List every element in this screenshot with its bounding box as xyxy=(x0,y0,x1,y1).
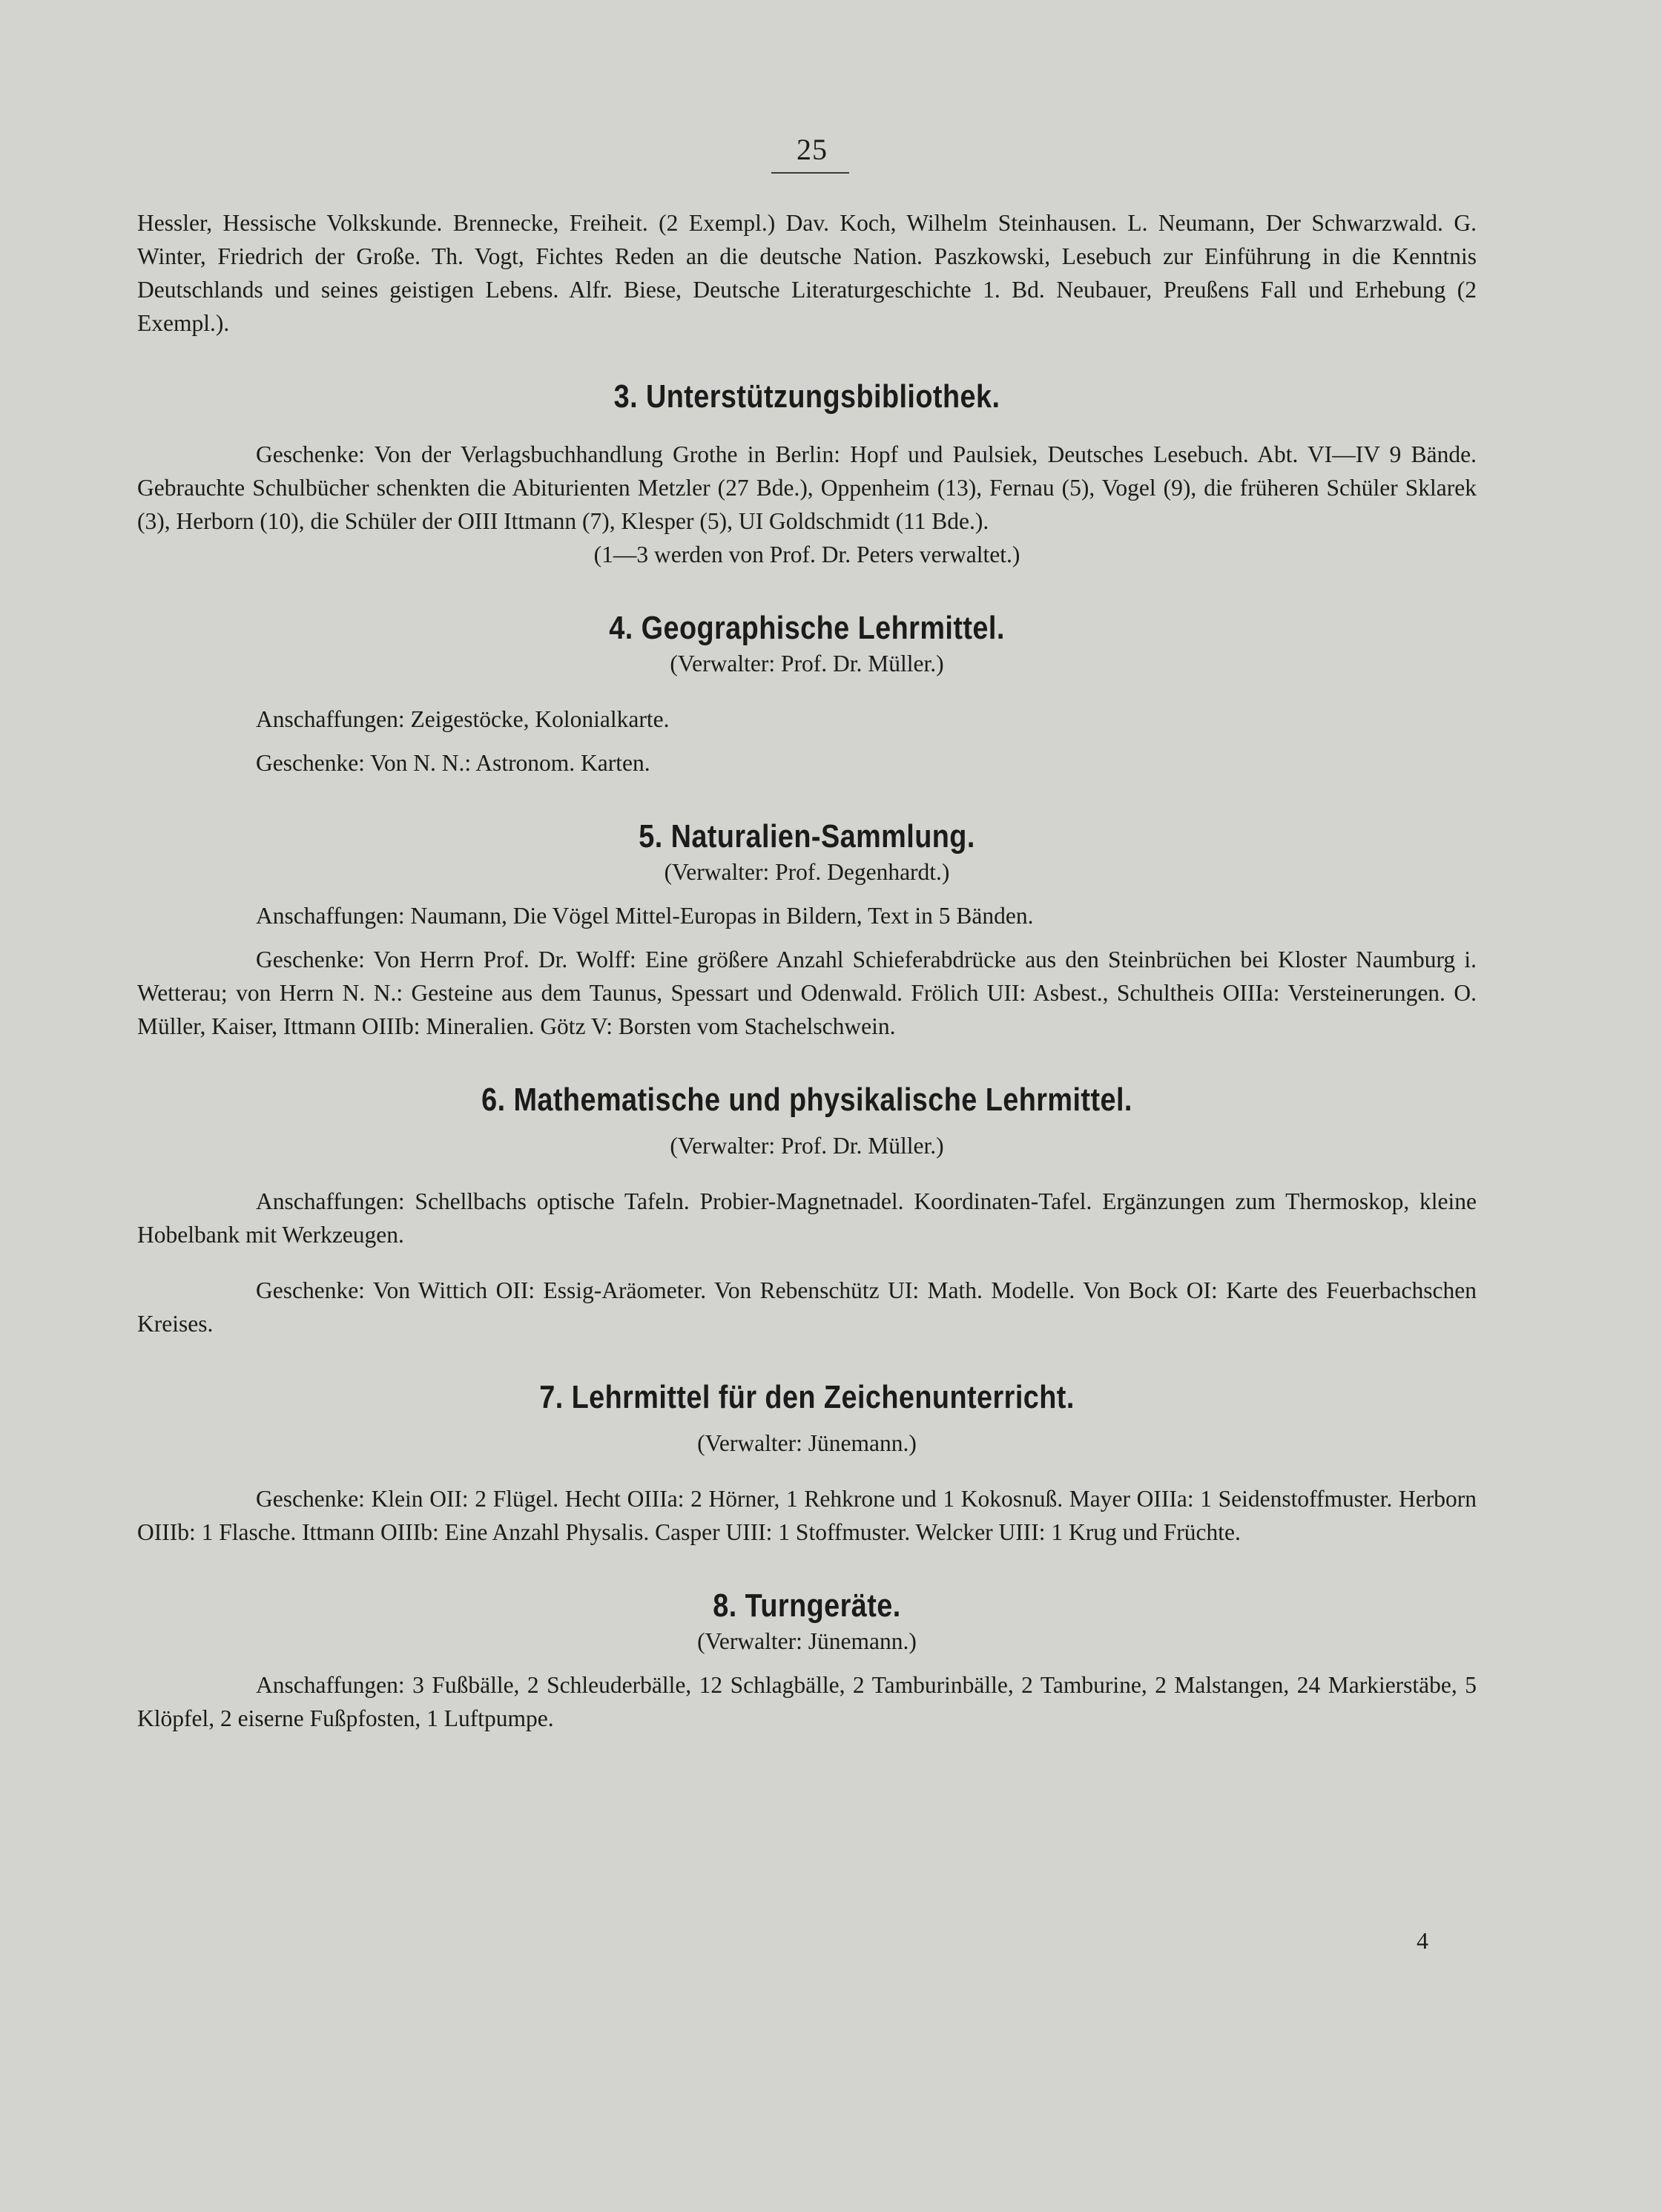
zeichen-geschenke: Geschenke: Klein OII: 2 Flügel. Hecht OIIIa: 2 Hörner, 1 Rehkrone und 1 Kokosnuß. Mayer OIIIa: 1 Seidenstoffmuster. Herborn OIIIb: 1 Flasche. Ittmann OIIIb: Eine Anzahl Physalis. Casper UIII: 1 Stoffmuster. Welcker UIII: 1 Krug und Früchte. xyxy=(137,1486,1477,1545)
geographie-anschaffungen: Anschaffungen: Zeigestöcke, Kolonialkarte. xyxy=(256,706,670,732)
heading-naturalien-sammlung: 5. Naturalien-Sammlung. xyxy=(639,818,975,855)
signature-mark: 4 xyxy=(1417,1927,1428,1954)
turn-verwalter: (Verwalter: Jünemann.) xyxy=(697,1628,917,1654)
zeichen-verwalter: (Verwalter: Jünemann.) xyxy=(697,1430,917,1456)
naturalien-anschaffungen: Anschaffungen: Naumann, Die Vögel Mittel-Europas in Bildern, Text in 5 Bänden. xyxy=(256,903,1034,929)
heading-mathematische-lehrmittel: 6. Mathematische und physikalische Lehrmittel. xyxy=(481,1082,1132,1118)
mathematik-verwalter: (Verwalter: Prof. Dr. Müller.) xyxy=(670,1133,944,1159)
heading-zeichenunterricht: 7. Lehrmittel für den Zeichenunterricht. xyxy=(539,1379,1075,1415)
turn-anschaffungen: Anschaffungen: 3 Fußbälle, 2 Schleuderbälle, 12 Schlagbälle, 2 Tamburinbälle, 2 Tamburine, 2 Malstangen, 24 Markierstäbe, 5 Klöpfel, 2 eiserne Fußpfosten, 1 Luftpumpe. xyxy=(137,1672,1477,1731)
heading-unterstuetzungsbibliothek: 3. Unterstützungsbibliothek. xyxy=(613,378,1000,415)
unterstuetzung-note: (1—3 werden von Prof. Dr. Peters verwaltet.) xyxy=(593,542,1020,567)
naturalien-geschenke: Geschenke: Von Herrn Prof. Dr. Wolff: Eine größere Anzahl Schieferabdrücke aus den Steinbrüchen bei Kloster Naumburg i. Wetterau; von Herrn N. N.: Gesteine aus dem Taunus, Spessart und Odenwald. Frölich UII: Asbest., Schultheis OIIIa: Versteinerungen. O. Müller, Kaiser, Ittmann OIIIb: Mineralien. Götz V: Borsten vom Stachelschwein. xyxy=(137,947,1477,1039)
heading-geographische-lehrmittel: 4. Geographische Lehrmittel. xyxy=(609,610,1005,646)
naturalien-verwalter: (Verwalter: Prof. Degenhardt.) xyxy=(664,859,950,885)
page-number-rule xyxy=(771,172,849,174)
mathematik-geschenke: Geschenke: Von Wittich OII: Essig-Aräometer. Von Rebenschütz UI: Math. Modelle. Von Bock OI: Karte des Feuerbachschen Kreises. xyxy=(137,1277,1477,1337)
mathematik-anschaffungen: Anschaffungen: Schellbachs optische Tafeln. Probier-Magnetnadel. Koordinaten-Tafel. Ergänzungen zum Thermoskop, kleine Hobelbank mit Werkzeugen. xyxy=(137,1188,1477,1248)
geographie-geschenke: Geschenke: Von N. N.: Astronom. Karten. xyxy=(256,750,650,776)
page-content xyxy=(137,206,1477,1735)
unterstuetzung-geschenke: Geschenke: Von der Verlagsbuchhandlung Grothe in Berlin: Hopf und Paulsiek, Deutsches Lesebuch. Abt. VI—IV 9 Bände. Gebrauchte Schulbücher schenkten die Abiturienten Metzler (27 Bde.), Oppenheim (13), Fernau (5), Vogel (9), die früheren Schüler Sklarek (3), Herborn (10), die Schüler der OIII Ittmann (7), Klesper (5), UI Goldschmidt (11 Bde.). xyxy=(137,441,1477,534)
intro-paragraph: Hessler, Hessische Volkskunde. Brennecke, Freiheit. (2 Exempl.) Dav. Koch, Wilhelm Steinhausen. L. Neumann, Der Schwarzwald. G. Winter, Friedrich der Große. Th. Vogt, Fichtes Reden an die deutsche Nation. Paszkowski, Lesebuch zur Einführung in die Kenntnis Deutschlands und seines geistigen Lebens. Alfr. Biese, Deutsche Literaturgeschichte 1. Bd. Neubauer, Preußens Fall und Erhebung (2 Exempl.). xyxy=(137,210,1477,336)
geographie-verwalter: (Verwalter: Prof. Dr. Müller.) xyxy=(670,651,944,677)
heading-turngeraete: 8. Turngeräte. xyxy=(713,1587,901,1624)
page-number: 25 xyxy=(797,133,828,166)
